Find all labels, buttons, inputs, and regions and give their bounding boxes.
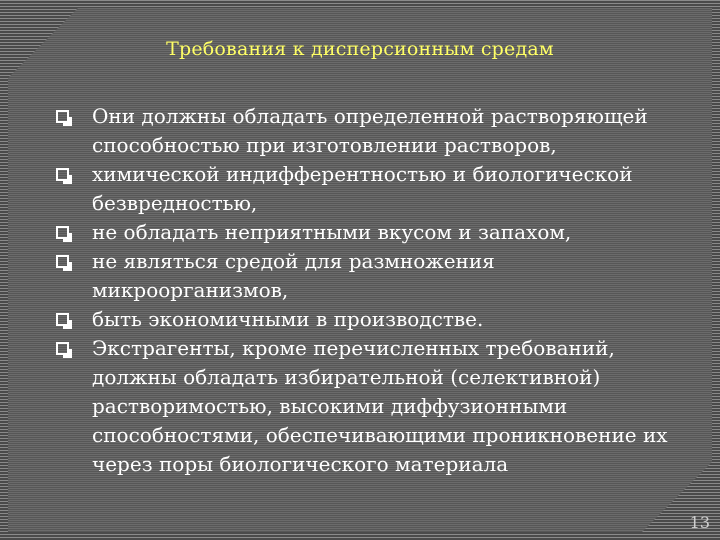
list-item: [56, 305, 696, 334]
list-item-text: не являться средой для размножения микроорганизмов,: [92, 249, 495, 302]
checkbox-bullet-icon: [56, 110, 69, 123]
list-item-text: Экстрагенты, кроме перечисленных требований, должны обладать избирательной (селективной) растворимостью, высокими диффузионными способностями, обеспечивающими проникновение их через поры биологического материала: [92, 336, 668, 476]
checkbox-bullet-icon: [56, 342, 69, 355]
list-item-text: химической индифферентностью и биологической безвредностью,: [92, 162, 633, 215]
list-item-text: быть экономичными в производстве.: [92, 307, 484, 331]
list-item: [56, 218, 696, 247]
checkbox-bullet-icon: [56, 255, 69, 268]
page-number: 13: [689, 513, 710, 532]
slide-title: Требования к дисперсионным средам: [166, 38, 554, 60]
list-item: [56, 102, 696, 160]
list-item: [56, 160, 696, 218]
list-item-text: не обладать неприятными вкусом и запахом,: [92, 220, 572, 244]
checkbox-bullet-icon: [56, 313, 69, 326]
list-item: [56, 247, 696, 305]
checkbox-bullet-icon: [56, 226, 69, 239]
list-item: [56, 334, 696, 479]
requirements-list: [56, 102, 696, 479]
list-item-text: Они должны обладать определенной растворяющей способностью при изготовлении растворов,: [92, 104, 648, 157]
checkbox-bullet-icon: [56, 168, 69, 181]
